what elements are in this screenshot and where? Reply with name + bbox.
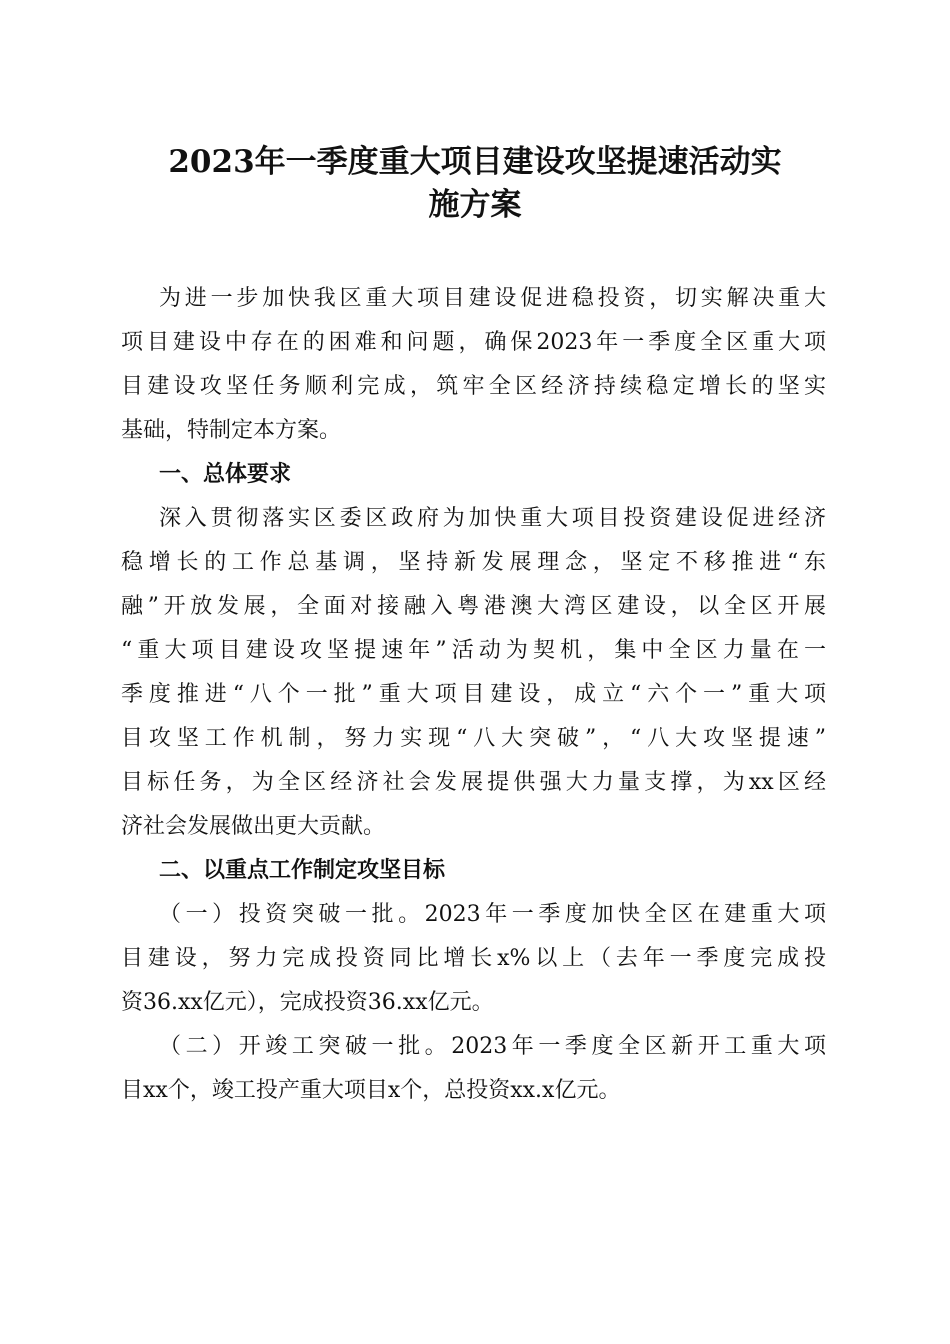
item2-text: 2023年一季度全区新开工重大项: [451, 1034, 826, 1059]
section1-line: 深入贯彻落实区委区政府为加快重大项目投资建设促进经济: [159, 506, 826, 531]
item1-first-line: [121, 893, 826, 937]
section-heading-general-requirements: 一、总体要求: [159, 462, 292, 487]
document-title-line-2: 施方案: [428, 187, 522, 223]
intro-line: 基础，特制定本方案。: [121, 418, 342, 443]
item1-line: 目建设，努力完成投资同比增长x%以上（去年一季度完成投: [121, 946, 826, 971]
document-body: [121, 277, 826, 1113]
section1-line: 目攻坚工作机制，努力实现“八大突破”，“八大攻坚提速”: [121, 726, 826, 751]
item2-line: 目xx个，竣工投产重大项目x个，总投资xx.x亿元。: [121, 1078, 621, 1103]
section1-line: 融”开放发展，全面对接融入粤港澳大湾区建设，以全区开展: [121, 594, 826, 619]
section1-line: 稳增长的工作总基调，坚持新发展理念，坚定不移推进“东: [121, 550, 826, 575]
section1-line: 目标任务，为全区经济社会发展提供强大力量支撑，为xx区经: [121, 770, 826, 795]
section-heading-key-work-targets: 二、以重点工作制定攻坚目标: [159, 858, 446, 883]
item1-text: 2023年一季度加快全区在建重大项: [424, 902, 826, 927]
intro-line: 为进一步加快我区重大项目建设促进稳投资，切实解决重大: [159, 286, 826, 311]
section1-line: 济社会发展做出更大贡献。: [121, 814, 386, 839]
intro-line: 目建设攻坚任务顺利完成，筑牢全区经济持续稳定增长的坚实: [121, 374, 826, 399]
item2-first-line: [121, 1025, 826, 1069]
intro-line: 项目建设中存在的困难和问题，确保2023年一季度全区重大项: [121, 330, 826, 355]
document-title-line-1: 2023年一季度重大项目建设攻坚提速活动实: [168, 144, 782, 180]
item2-label: （二）开竣工突破一批。: [159, 1034, 452, 1059]
item1-line: 资36.xx亿元），完成投资36.xx亿元。: [121, 990, 494, 1015]
section1-line: “重大项目建设攻坚提速年”活动为契机，集中全区力量在一: [121, 638, 826, 663]
item1-label: （一）投资突破一批。: [159, 902, 425, 927]
section1-line: 季度推进“八个一批”重大项目建设，成立“六个一”重大项: [121, 682, 826, 707]
